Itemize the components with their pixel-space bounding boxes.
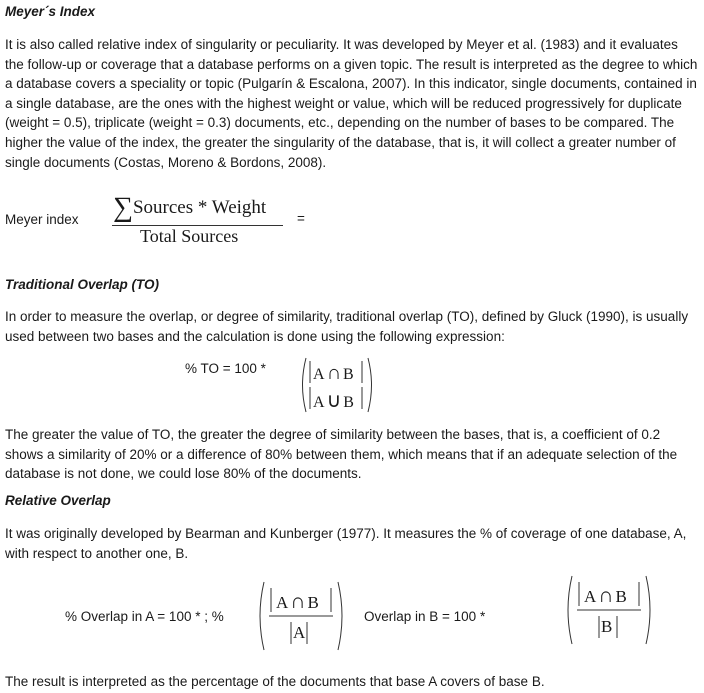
- to-num-set-a: A: [313, 366, 325, 383]
- to-num-set-b: B: [343, 366, 354, 383]
- ro-b-numerator: [584, 583, 627, 608]
- ro-b-num-set-a: A: [584, 587, 597, 606]
- meyer-equals: =: [297, 211, 305, 226]
- ro-formula-b: [563, 574, 655, 646]
- intersect-icon: ∩: [598, 583, 614, 607]
- meyer-heading: Meyer´s Index: [5, 4, 96, 19]
- to-paragraph-after: The greater the value of TO, the greater the degree of similarity between the bases, that is, a coefficient of 0.2 shows a similarity of 20% or a difference of 80% between them, which means that if an adequate selection of the database is not done, we could lose 80% of the documents.: [5, 427, 678, 482]
- intersect-icon: ∩: [326, 362, 342, 384]
- ro-paragraph: It was originally developed by Bearman and Kunberger (1977). It measures the % of coverage of one database, A, with respect to another one, B.: [5, 526, 687, 561]
- ro-a-num-set-b: B: [307, 593, 319, 612]
- ro-b-num-set-b: B: [615, 587, 627, 606]
- to-denominator: [313, 388, 354, 413]
- to-formula: [298, 356, 376, 414]
- ro-a-denominator: A: [293, 623, 306, 642]
- ro-a-num-set-a: A: [276, 593, 289, 612]
- ro-formula-a: [255, 580, 347, 652]
- union-icon: ∪: [326, 390, 342, 412]
- to-numerator: [313, 362, 354, 385]
- meyer-paragraph: It is also called relative index of singularity or peculiarity. It was developed by Meyer et al. (1983) and it evaluates the follow-up or coverage that a database performs on a given topic. The result is interpreted as the degree to which a database covers a speciality or topic (Pulgarín & Escalona, 2007). In this indicator, single documents, contained in a single database, are the ones with the highest weight or value, which will be reduced progressively for duplicate (weight = 0.5), triplicate (weight = 0.3) documents, etc., depending on the number of bases to be compared. The higher the value of the index, the greater the singularity of the database, that is, it will collect a greater number of single documents (Costas, Moreno & Bordons, 2008).: [5, 37, 698, 170]
- intersect-icon: ∩: [290, 589, 306, 613]
- sum-icon: ∑: [113, 192, 133, 223]
- ro-heading: Relative Overlap: [5, 493, 111, 508]
- meyer-formula-label: Meyer index: [5, 212, 79, 227]
- to-den-set-a: A: [313, 394, 325, 411]
- meyer-denominator: Total Sources: [140, 226, 239, 246]
- ro-conclusion: The result is interpreted as the percentage of the documents that base A covers of base B.: [5, 674, 545, 689]
- meyer-numerator-text: Sources * Weight: [132, 197, 267, 218]
- to-den-set-b: B: [343, 394, 354, 411]
- ro-b-denominator: B: [601, 617, 613, 636]
- to-paragraph: In order to measure the overlap, or degree of similarity, traditional overlap (TO), defined by Gluck (1990), is usually used between two bases and the calculation is done using the following expression:: [5, 309, 689, 344]
- ro-label-a: % Overlap in A = 100 * ; %: [65, 609, 224, 624]
- meyer-numerator: [113, 192, 266, 224]
- to-heading: Traditional Overlap (TO): [5, 277, 160, 292]
- to-formula-label: % TO = 100 *: [185, 361, 266, 376]
- ro-a-numerator: [276, 589, 319, 614]
- ro-label-b: Overlap in B = 100 *: [364, 609, 486, 624]
